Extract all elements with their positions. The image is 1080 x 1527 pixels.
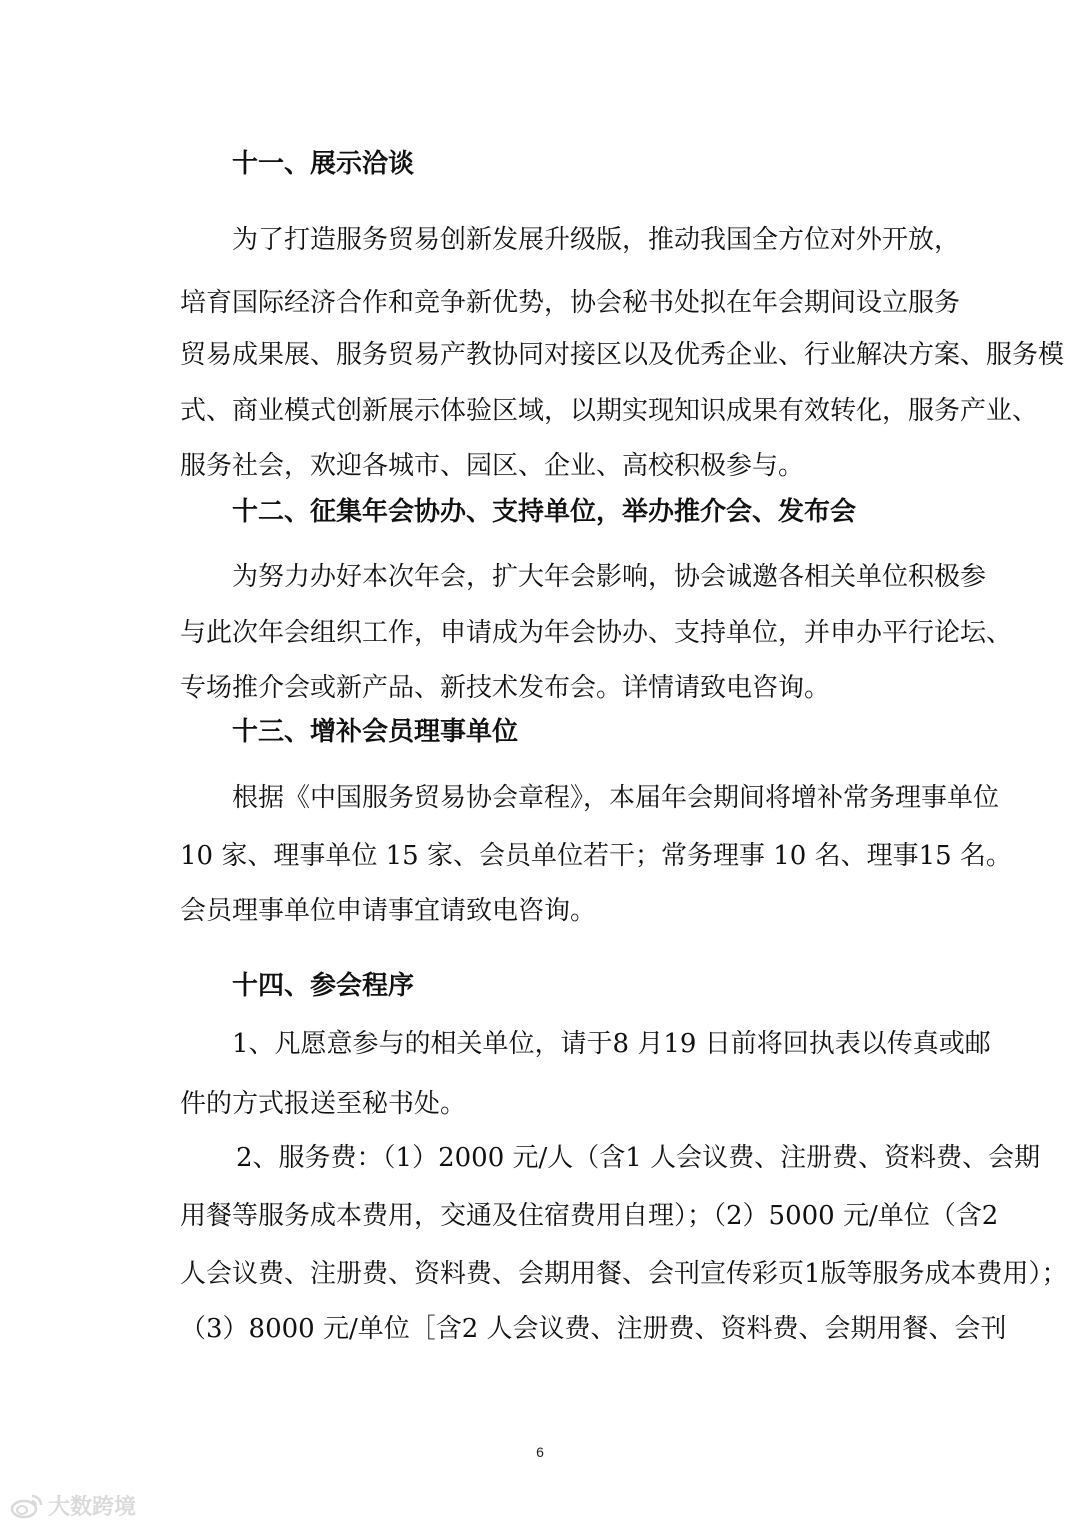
watermark-text: 大数跨境 (48, 1495, 137, 1520)
section-12-line-2: 与此次年会组织工作，申请成为年会协办、支持单位，并申办平行论坛、 (180, 618, 1013, 648)
section-14-line-6: （3）8000 元/单位［含2 人会议费、注册费、资料费、会期用餐、会刊 (180, 1314, 1007, 1344)
section-11-line-3: 贸易成果展、服务贸易产教协同对接区以及优秀企业、行业解决方案、服务模 (180, 340, 1065, 370)
section-13-line-2: 10 家、理事单位 15 家、会员单位若干；常务理事 10 名、理事15 名。 (180, 841, 1012, 871)
section-12-line-3: 专场推介会或新产品、新技术发布会。详情请致电咨询。 (180, 673, 831, 703)
section-14-line-5: 人会议费、注册费、资料费、会期用餐、会刊宣传彩页1版等服务成本费用）； (180, 1259, 1068, 1289)
page-number: 6 (536, 1444, 544, 1460)
section-14-line-2: 件的方式报送至秘书处。 (180, 1089, 467, 1119)
section-13-line-3: 会员理事单位申请事宜请致电咨询。 (180, 896, 597, 926)
section-14-line-3: 2、服务费：（1）2000 元/人（含1 人会议费、注册费、资料费、会期 (236, 1143, 1041, 1173)
section-14-line-1: 1、凡愿意参与的相关单位，请于8 月19 日前将回执表以传真或邮 (232, 1029, 991, 1059)
section-11-heading: 十一、展示洽谈 (232, 149, 415, 179)
section-12-heading: 十二、征集年会协办、支持单位，举办推介会、发布会 (232, 497, 857, 527)
section-11-line-5: 服务社会，欢迎各城市、园区、企业、高校积极参与。 (180, 451, 805, 481)
section-13-heading: 十三、增补会员理事单位 (232, 717, 519, 747)
section-11-line-1: 为了打造服务贸易创新发展升级版，推动我国全方位对外开放， (232, 225, 961, 255)
section-12-line-1: 为努力办好本次年会，扩大年会影响，协会诚邀各相关单位积极参 (232, 562, 987, 592)
weibo-logo-icon (10, 1493, 44, 1519)
section-14-heading: 十四、参会程序 (232, 971, 415, 1001)
section-13-line-1: 根据《中国服务贸易协会章程》，本届年会期间将增补常务理事单位 (232, 783, 1000, 813)
watermark (10, 1490, 136, 1521)
section-14-line-4: 用餐等服务成本费用，交通及住宿费用自理）；（2）5000 元/单位（含2 (180, 1201, 999, 1231)
section-11-line-2: 培育国际经济合作和竞争新优势，协会秘书处拟在年会期间设立服务 (180, 288, 961, 318)
section-11-line-4: 式、商业模式创新展示体验区域，以期实现知识成果有效转化，服务产业、 (180, 396, 1039, 426)
